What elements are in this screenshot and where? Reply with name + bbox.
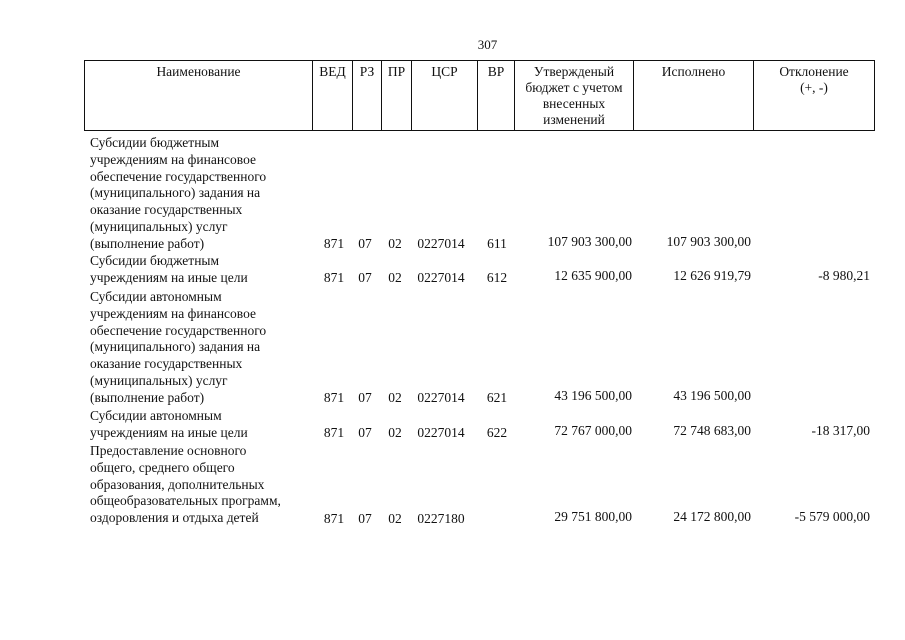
- header-rz-label: РЗ: [359, 64, 375, 79]
- row-vr: 611: [487, 236, 507, 251]
- row-vr: 612: [486, 270, 508, 285]
- row-ved: 871: [323, 236, 345, 251]
- row-name: Субсидии бюджетным учреждениям на иные цели: [90, 253, 248, 285]
- header-deviation-line: (+, -): [800, 80, 828, 95]
- row-pr: 02: [388, 511, 402, 526]
- row-name: Субсидии бюджетным учреждениям на финансовое обеспечение государственного (муниципального) задания на оказание государственных (муниципальных) услуг (выполнение работ): [90, 135, 267, 251]
- header-deviation-line: Отклонение: [779, 64, 849, 79]
- row-csr: 0227180: [417, 511, 465, 526]
- row-name: Субсидии автономным учреждениям на финансовое обеспечение государственного (муниципального) задания на оказание государственных (муниципальных) услуг (выполнение работ): [90, 289, 267, 405]
- row-vr: 622: [486, 425, 508, 440]
- header-approved-line: Утвержденый: [533, 64, 615, 79]
- row-approved: 107 903 300,00: [547, 234, 632, 249]
- header-executed-label: Исполнено: [661, 64, 726, 79]
- row-pr: 02: [388, 236, 402, 251]
- row-csr: 0227014: [417, 236, 465, 251]
- row-pr: 02: [388, 390, 402, 405]
- row-approved: 29 751 800,00: [554, 509, 632, 524]
- row-ved: 871: [323, 425, 345, 440]
- header-name-label: Наименование: [156, 64, 241, 79]
- row-deviation: -8 980,21: [818, 268, 870, 283]
- row-csr: 0227014: [417, 425, 465, 440]
- row-rz: 07: [358, 390, 372, 405]
- row-pr: 02: [388, 270, 402, 285]
- row-approved: 72 767 000,00: [554, 423, 632, 438]
- page-number: 307: [477, 37, 498, 52]
- row-executed: 12 626 919,79: [673, 268, 751, 283]
- header-vr-label: ВР: [487, 64, 505, 79]
- row-executed: 107 903 300,00: [666, 234, 751, 249]
- row-ved: 871: [323, 270, 345, 285]
- row-ved: 871: [323, 511, 345, 526]
- row-deviation: -18 317,00: [811, 423, 870, 438]
- header-csr-label: ЦСР: [431, 64, 458, 79]
- row-approved: 43 196 500,00: [554, 388, 632, 403]
- row-pr: 02: [388, 425, 402, 440]
- row-csr: 0227014: [417, 270, 465, 285]
- header-pr-label: ПР: [387, 64, 406, 79]
- row-ved: 871: [323, 390, 345, 405]
- row-executed: 43 196 500,00: [673, 388, 751, 403]
- row-rz: 07: [358, 425, 372, 440]
- row-name: Предоставление основного общего, среднего общего образования, дополнительных общеобразовательных программ, оздоровления и отдыха детей: [90, 443, 281, 526]
- row-rz: 07: [358, 511, 372, 526]
- row-executed: 24 172 800,00: [673, 509, 751, 524]
- header-ved-label: ВЕД: [319, 64, 346, 79]
- row-vr: 621: [486, 390, 508, 405]
- header-approved-line: внесенных: [542, 96, 606, 111]
- row-rz: 07: [358, 270, 372, 285]
- row-csr: 0227014: [417, 390, 465, 405]
- row-name: Субсидии автономным учреждениям на иные цели: [90, 408, 248, 440]
- header-approved-line: изменений: [543, 112, 605, 127]
- header-approved-line: бюджет с учетом: [525, 80, 623, 95]
- row-executed: 72 748 683,00: [673, 423, 751, 438]
- row-rz: 07: [358, 236, 372, 251]
- row-approved: 12 635 900,00: [554, 268, 632, 283]
- row-deviation: -5 579 000,00: [794, 509, 870, 524]
